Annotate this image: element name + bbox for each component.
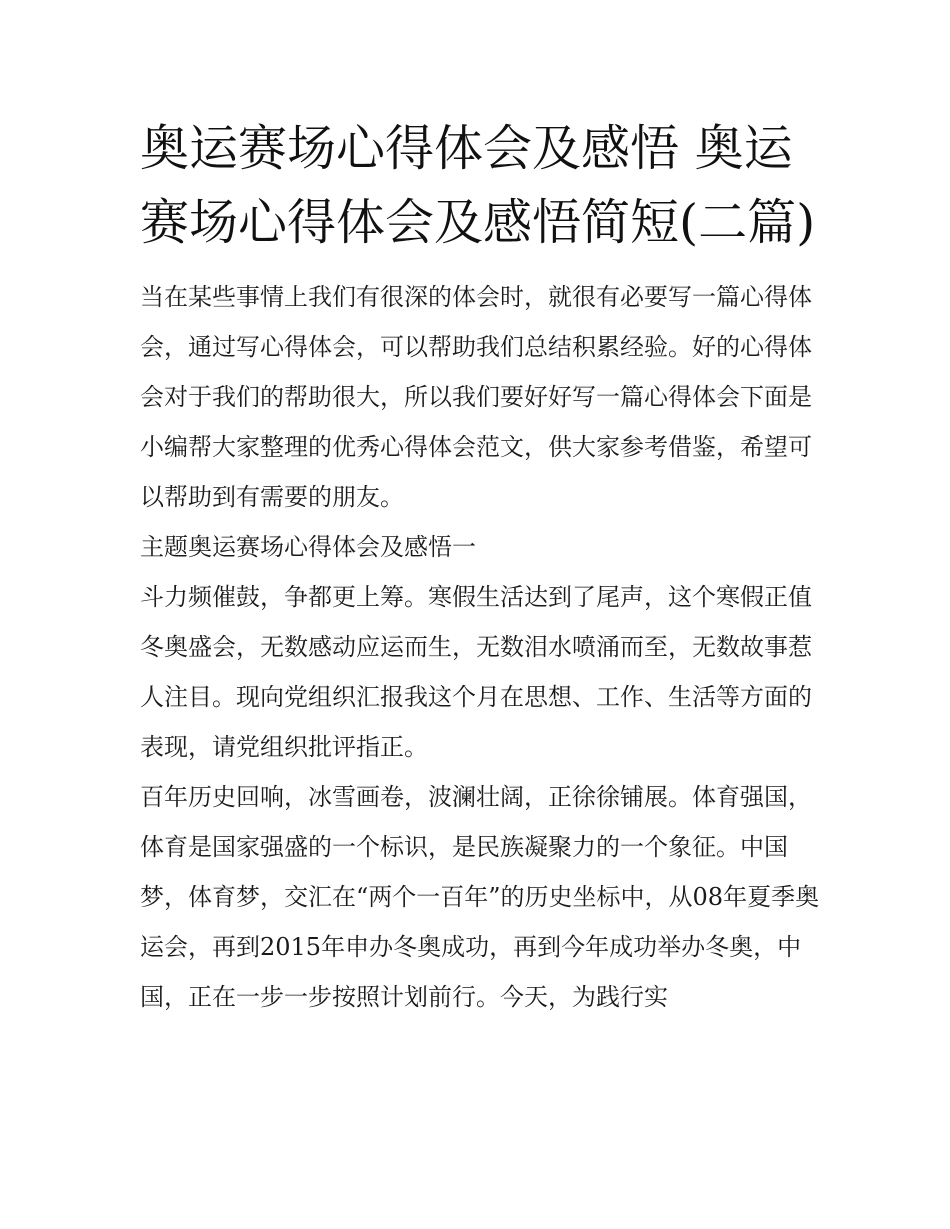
- document-body: [140, 112, 820, 1022]
- intro-paragraph: 当在某些事情上我们有很深的体会时，就很有必要写一篇心得体会，通过写心得体会，可以帮助我们总结积累经验。好的心得体会对于我们的帮助很大，所以我们要好好写一篇心得体会下面是小编帮大家整理的优秀心得体会范文，供大家参考借鉴，希望可以帮助到有需要的朋友。: [140, 283, 812, 511]
- body-paragraph-2: 百年历史回响，冰雪画卷，波澜壮阔，正徐徐铺展。体育强国，体育是国家强盛的一个标识，是民族凝聚力的一个象征。中国梦，体育梦，交汇在“两个一百年”的历史坐标中，从08年夏季奥运会，再到2015年申办冬奥成功，再到今年成功举办冬奥，中国，正在一步一步按照计划前行。今天，为践行实: [140, 783, 820, 1011]
- document-title: 奥运赛场心得体会及感悟 奥运赛场心得体会及感悟简短(二篇): [140, 120, 816, 251]
- body-paragraph-1: 斗力频催鼓，争都更上筹。寒假生活达到了尾声，这个寒假正值冬奥盛会，无数感动应运而生，无数泪水喷涌而至，无数故事惹人注目。现向党组织汇报我这个月在思想、工作、生活等方面的表现，请党组织批评指正。: [140, 583, 812, 761]
- section-heading: 主题奥运赛场心得体会及感悟一: [140, 533, 476, 561]
